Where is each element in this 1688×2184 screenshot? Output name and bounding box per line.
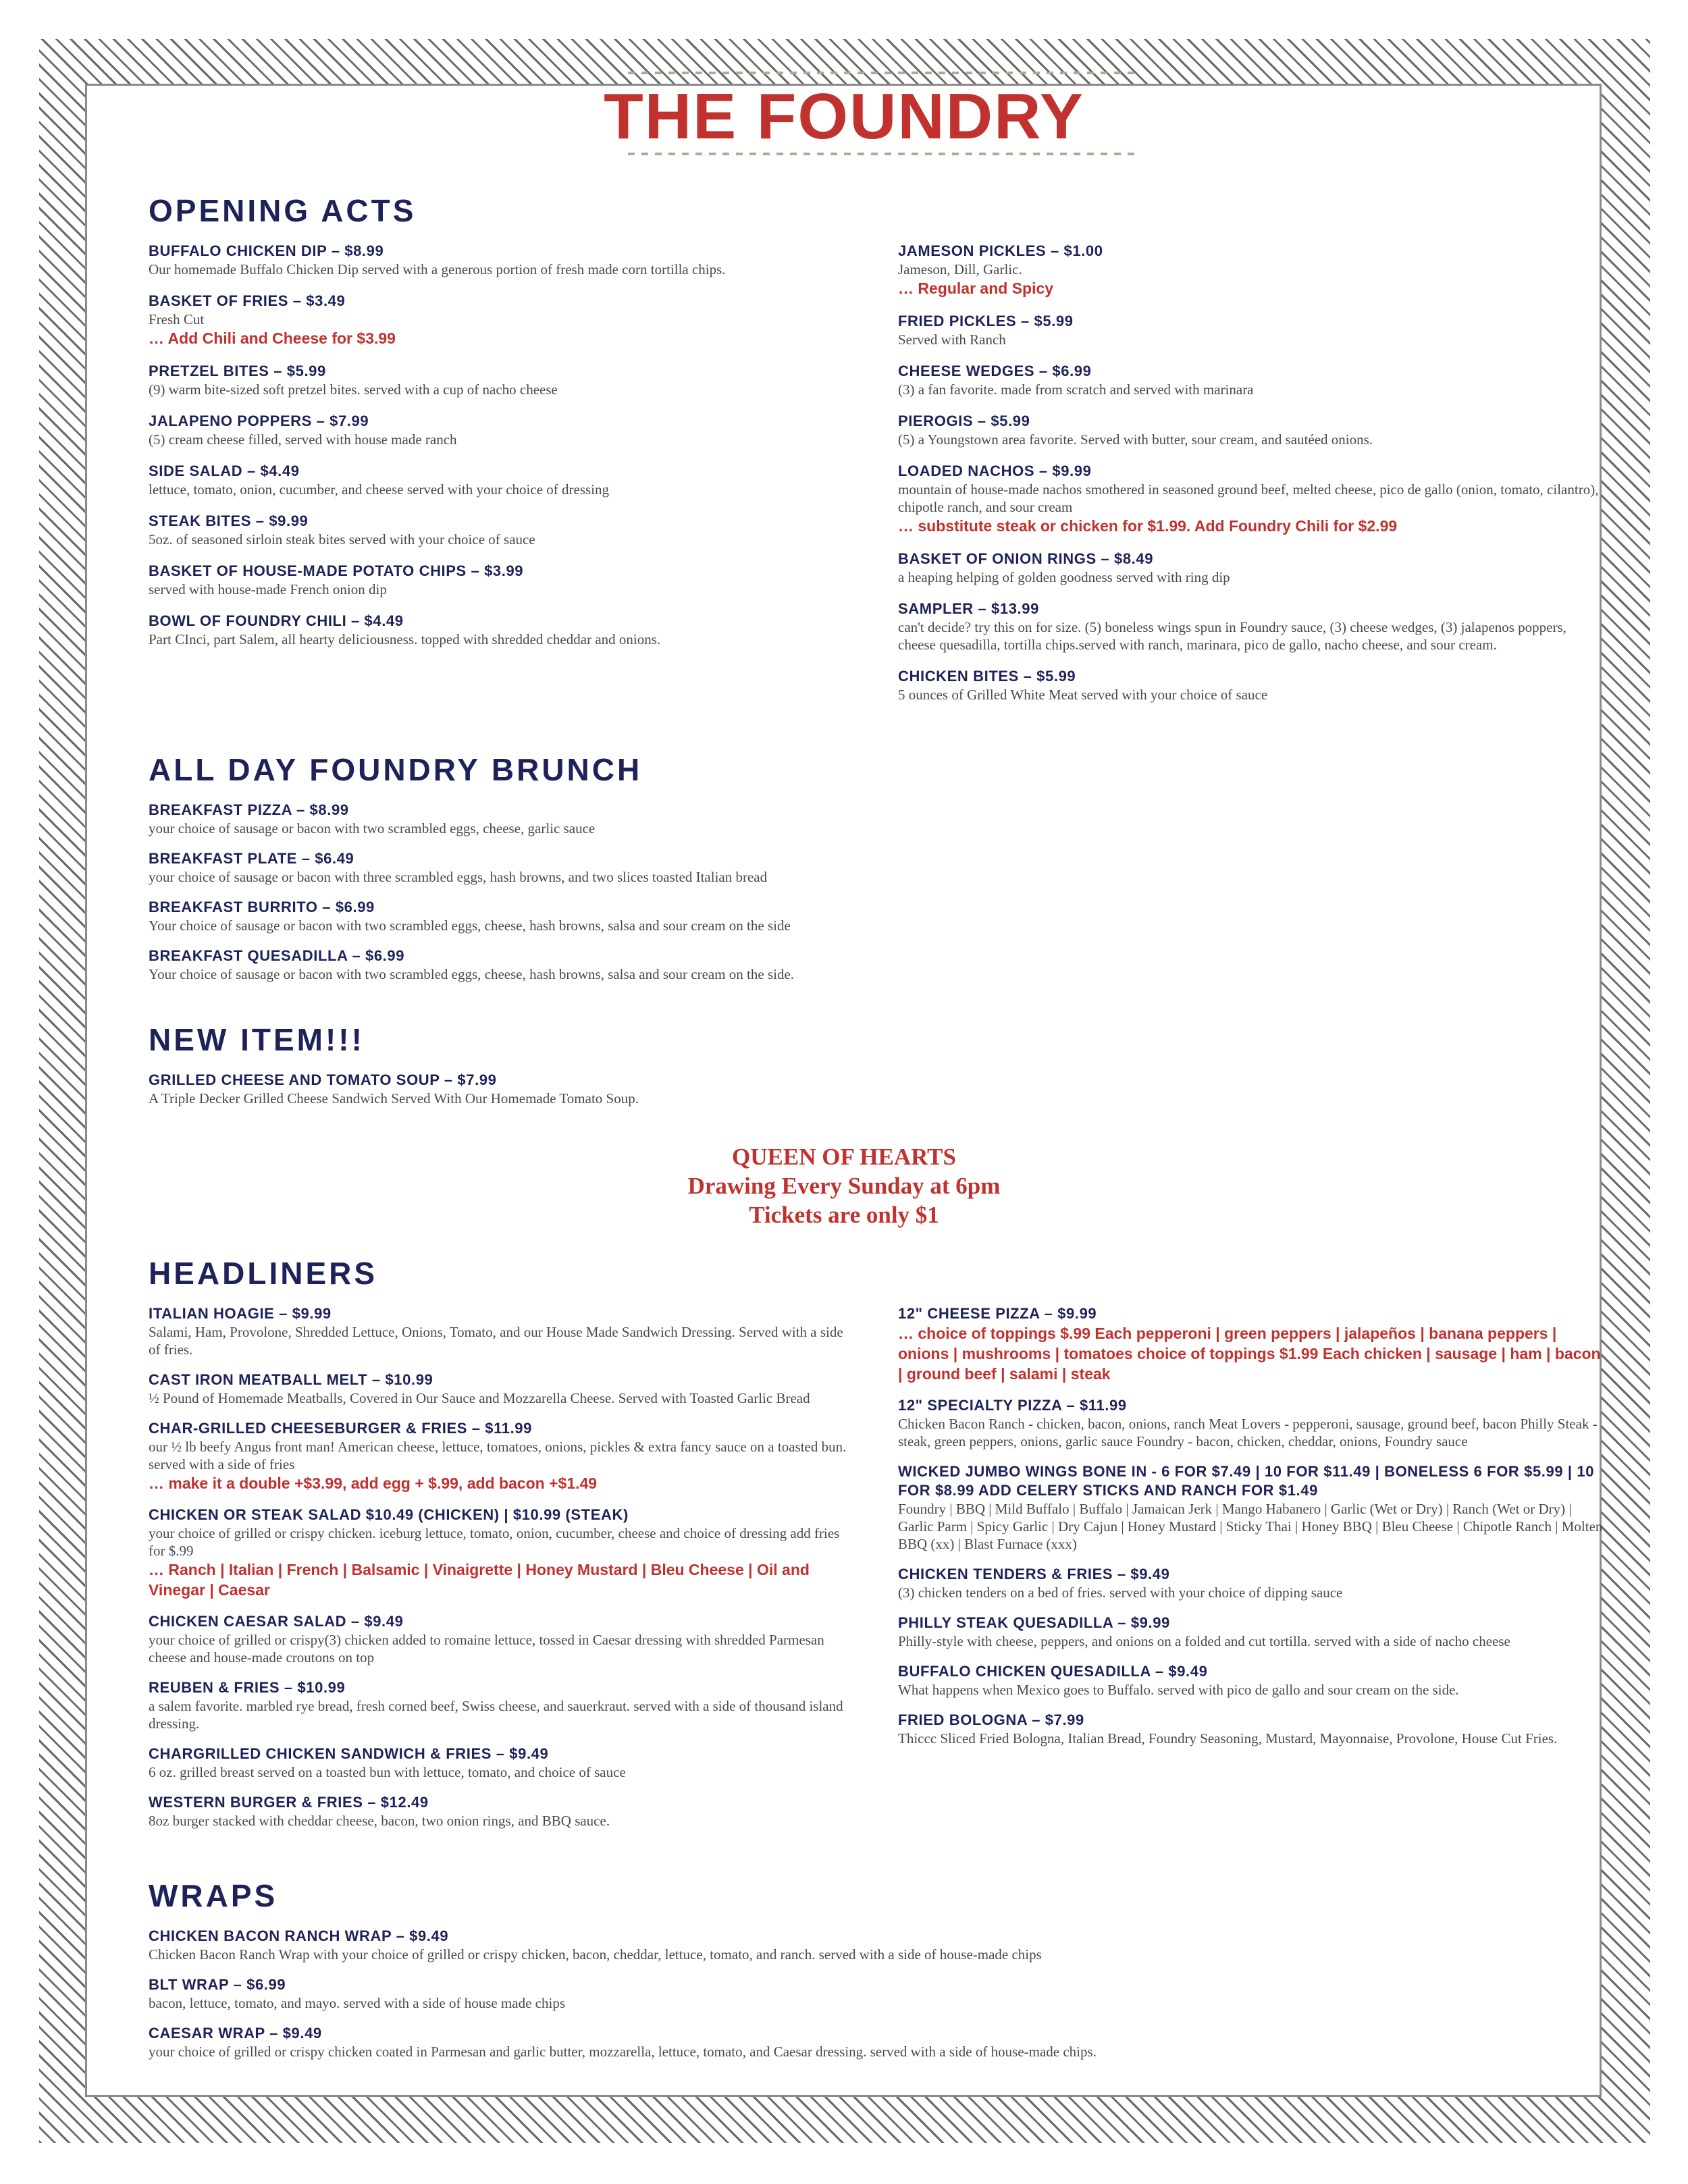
menu-item-addon: … Regular and Spicy bbox=[898, 279, 1054, 297]
menu-item bbox=[149, 1793, 851, 1830]
menu-item-description: Part CInci, part Salem, all hearty deliciousness. topped with shredded cheddar and onions. bbox=[149, 631, 661, 647]
menu-item-name: SAMPLER – $13.99 bbox=[898, 600, 1039, 617]
menu-item-description: (9) warm bite-sized soft pretzel bites. served with a cup of nacho cheese bbox=[149, 381, 558, 398]
menu-item-description: (5) cream cheese filled, served with house made ranch bbox=[149, 431, 457, 448]
menu-item-description: (3) a fan favorite. made from scratch and served with marinara bbox=[898, 381, 1254, 398]
menu-item bbox=[149, 1975, 1499, 2012]
menu-item-name: BREAKFAST BURRITO – $6.99 bbox=[149, 899, 375, 915]
menu-item-name: BASKET OF HOUSE-MADE POTATO CHIPS – $3.99 bbox=[149, 562, 524, 579]
opening-acts-left-column bbox=[149, 242, 824, 648]
menu-item bbox=[149, 2024, 1499, 2060]
menu-item-name: CHEESE WEDGES – $6.99 bbox=[898, 363, 1092, 379]
menu-item-description: a salem favorite. marbled rye bread, fresh corned beef, Swiss cheese, and sauerkraut. served with a side of thousand island dressing. bbox=[149, 1698, 843, 1732]
menu-item bbox=[898, 412, 1607, 448]
menu-item-description: What happens when Mexico goes to Buffalo. served with pico de gallo and sour cream on the side. bbox=[898, 1682, 1459, 1698]
menu-item-description: Salami, Ham, Provolone, Shredded Lettuce, Onions, Tomato, and our House Made Sandwich Dressing. Served with a side of fries. bbox=[149, 1324, 843, 1358]
menu-item-name: LOADED NACHOS – $9.99 bbox=[898, 462, 1092, 479]
menu-item bbox=[149, 412, 824, 448]
menu-item-name: ITALIAN HOAGIE – $9.99 bbox=[149, 1305, 332, 1322]
section-heading: HEADLINERS bbox=[149, 1256, 378, 1291]
menu-item-description: Jameson, Dill, Garlic. bbox=[898, 261, 1022, 277]
section-heading: NEW ITEM!!! bbox=[149, 1022, 365, 1057]
menu-item bbox=[149, 1071, 1161, 1107]
menu-item-name: BOWL OF FOUNDRY CHILI – $4.49 bbox=[149, 612, 404, 629]
menu-item-name: CHICKEN OR STEAK SALAD $10.49 (CHICKEN) | $10.99 (STEAK) bbox=[149, 1506, 629, 1523]
restaurant-title: THE FOUNDRY bbox=[604, 80, 1084, 153]
menu-item-description: 8oz burger stacked with cheddar cheese, bacon, two onion rings, and BBQ sauce. bbox=[149, 1813, 610, 1829]
menu-item bbox=[898, 1662, 1607, 1699]
menu-item-name: BREAKFAST QUESADILLA – $6.99 bbox=[149, 947, 405, 964]
menu-item-name: FRIED BOLOGNA – $7.99 bbox=[898, 1711, 1084, 1728]
menu-item-name: REUBEN & FRIES – $10.99 bbox=[149, 1679, 346, 1696]
menu-item bbox=[149, 1744, 851, 1781]
menu-item-description: your choice of grilled or crispy chicken coated in Parmesan and garlic butter, mozzarella, lettuce, tomato, and Caesar dressing. served with a side of house-made chips. bbox=[149, 2044, 1097, 2060]
menu-item bbox=[898, 1304, 1607, 1384]
menu-item bbox=[898, 242, 1607, 298]
wraps-column bbox=[149, 1927, 1499, 2060]
menu-item-description: our ½ lb beefy Angus front man! American cheese, lettuce, tomatoes, onions, pickles & extra fancy sauce on a toasted bun. served with a side of fries bbox=[149, 1439, 847, 1472]
section-brunch bbox=[149, 751, 642, 789]
menu-item-addon: … make it a double +$3.99, add egg + $.99, add bacon +$1.49 bbox=[149, 1474, 598, 1492]
menu-item-description: A Triple Decker Grilled Cheese Sandwich Served With Our Homemade Tomato Soup. bbox=[149, 1090, 639, 1107]
menu-item bbox=[149, 849, 1161, 886]
menu-item-description: Your choice of sausage or bacon with two scrambled eggs, cheese, hash browns, salsa and sour cream on the side. bbox=[149, 966, 795, 982]
menu-item-name: 12" SPECIALTY PIZZA – $11.99 bbox=[898, 1397, 1127, 1414]
menu-item bbox=[898, 312, 1607, 348]
menu-item-name: CAST IRON MEATBALL MELT – $10.99 bbox=[149, 1371, 433, 1388]
section-heading: WRAPS bbox=[149, 1878, 278, 1913]
menu-item bbox=[898, 550, 1607, 586]
menu-item bbox=[149, 1419, 851, 1493]
menu-item bbox=[898, 1565, 1607, 1601]
menu-item-description: Chicken Bacon Ranch Wrap with your choice of grilled or crispy chicken, bacon, cheddar, lettuce, tomato, and ranch. served with a side of house-made chips bbox=[149, 1946, 1042, 1963]
menu-item bbox=[898, 667, 1607, 703]
menu-item-description: Philly-style with cheese, peppers, and onions on a folded and cut tortilla. served with a side of nacho cheese bbox=[898, 1633, 1510, 1649]
menu-item-name: CHICKEN CAESAR SALAD – $9.49 bbox=[149, 1613, 404, 1630]
menu-item-name: WESTERN BURGER & FRIES – $12.49 bbox=[149, 1794, 429, 1811]
menu-item-name: FRIED PICKLES – $5.99 bbox=[898, 313, 1074, 329]
menu-item-description: 6 oz. grilled breast served on a toasted bun with lettuce, tomato, and choice of sauce bbox=[149, 1764, 626, 1780]
menu-item bbox=[898, 1396, 1607, 1450]
menu-item-name: CHICKEN BACON RANCH WRAP – $9.49 bbox=[149, 1927, 449, 1944]
title-divider-bottom bbox=[628, 153, 1141, 155]
menu-item bbox=[149, 947, 1161, 983]
menu-item-description: 5 ounces of Grilled White Meat served with your choice of sauce bbox=[898, 687, 1268, 703]
section-headliners bbox=[149, 1254, 377, 1292]
menu-item bbox=[149, 562, 824, 598]
menu-item-name: BUFFALO CHICKEN DIP – $8.99 bbox=[149, 242, 384, 259]
menu-item-description: (3) chicken tenders on a bed of fries. served with your choice of dipping sauce bbox=[898, 1584, 1343, 1601]
section-heading: ALL DAY FOUNDRY BRUNCH bbox=[149, 752, 643, 787]
menu-item-description: Foundry | BBQ | Mild Buffalo | Buffalo | Jamaican Jerk | Mango Habanero | Garlic (Wet or Dry) | Ranch (Wet or Dry) | Garlic Parm | Spicy Garlic | Dry Cajun | Honey Mustard | Sticky Thai | Honey BBQ | Bleu Cheese | Chipotle Ranch | Molten BBQ (xx) | Blast Furnace (xxx) bbox=[898, 1501, 1603, 1552]
section-new-item bbox=[149, 1021, 365, 1059]
menu-item-description: ½ Pound of Homemade Meatballs, Covered in Our Sauce and Mozzarella Cheese. Served with Toasted Garlic Bread bbox=[149, 1390, 810, 1406]
menu-item-name: BASKET OF ONION RINGS – $8.49 bbox=[898, 550, 1154, 567]
menu-item bbox=[149, 1927, 1499, 1963]
menu-item-description: your choice of grilled or crispy chicken. iceburg lettuce, tomato, onion, cucumber, cheese and choice of dressing add fries for $.99 bbox=[149, 1525, 840, 1559]
menu-item bbox=[898, 1614, 1607, 1650]
menu-item bbox=[149, 242, 824, 278]
menu-item-description: your choice of sausage or bacon with three scrambled eggs, hash browns, and two slices toasted Italian bread bbox=[149, 869, 768, 885]
menu-item bbox=[898, 362, 1607, 398]
menu-item bbox=[149, 362, 824, 398]
menu-item-name: JAMESON PICKLES – $1.00 bbox=[898, 242, 1103, 259]
announcement-line-3: Tickets are only $1 bbox=[749, 1202, 939, 1228]
menu-item bbox=[149, 898, 1161, 934]
menu-item bbox=[149, 292, 824, 348]
menu-item bbox=[149, 1370, 851, 1407]
menu-item bbox=[149, 1678, 851, 1732]
menu-item-description: Served with Ranch bbox=[898, 331, 1006, 348]
menu-item bbox=[149, 801, 1161, 837]
menu-item-description: mountain of house-made nachos smothered in seasoned ground beef, melted cheese, pico de gallo (onion, tomato, cilantro), chipotle ranch, and sour cream bbox=[898, 481, 1599, 515]
menu-item-description: (5) a Youngstown area favorite. Served with butter, sour cream, and sautéed onions. bbox=[898, 431, 1373, 448]
section-opening-acts bbox=[149, 192, 416, 230]
menu-item-addon: … substitute steak or chicken for $1.99. Add Foundry Chili for $2.99 bbox=[898, 517, 1398, 535]
menu-item-description: lettuce, tomato, onion, cucumber, and cheese served with your choice of dressing bbox=[149, 481, 610, 498]
section-heading: OPENING ACTS bbox=[149, 193, 417, 228]
menu-item bbox=[898, 1711, 1607, 1747]
menu-item bbox=[149, 612, 824, 648]
menu-item-description: your choice of grilled or crispy(3) chicken added to romaine lettuce, tossed in Caesar dressing with shredded Parmesan cheese and house-made croutons on top bbox=[149, 1632, 824, 1666]
menu-item-name: BASKET OF FRIES – $3.49 bbox=[149, 292, 346, 309]
menu-item-addon: … Add Chili and Cheese for $3.99 bbox=[149, 329, 396, 347]
menu-item-name: BUFFALO CHICKEN QUESADILLA – $9.49 bbox=[898, 1663, 1208, 1680]
menu-item-name: BREAKFAST PLATE – $6.49 bbox=[149, 850, 354, 867]
brunch-column bbox=[149, 801, 1161, 983]
menu-item-name: STEAK BITES – $9.99 bbox=[149, 512, 309, 529]
menu-item-name: PRETZEL BITES – $5.99 bbox=[149, 363, 326, 379]
menu-item-description: Thiccc Sliced Fried Bologna, Italian Bread, Foundry Seasoning, Mustard, Mayonnaise, Provolone, House Cut Fries. bbox=[898, 1730, 1558, 1747]
menu-item bbox=[149, 512, 824, 548]
menu-item-name: BREAKFAST PIZZA – $8.99 bbox=[149, 801, 349, 818]
announcement-line-2: Drawing Every Sunday at 6pm bbox=[687, 1173, 1001, 1199]
menu-item bbox=[149, 462, 824, 498]
menu-item-name: JALAPENO POPPERS – $7.99 bbox=[149, 412, 369, 429]
menu-item bbox=[149, 1506, 851, 1600]
new-item-column bbox=[149, 1071, 1161, 1107]
menu-item bbox=[149, 1304, 851, 1358]
menu-item bbox=[149, 1612, 851, 1666]
menu-item-description: 5oz. of seasoned sirloin steak bites served with your choice of sauce bbox=[149, 531, 535, 548]
section-wraps bbox=[149, 1877, 278, 1915]
menu-item-description: bacon, lettuce, tomato, and mayo. served with a side of house made chips bbox=[149, 1995, 565, 2011]
menu-item-description: can't decide? try this on for size. (5) boneless wings spun in Foundry sauce, (3) cheese wedges, (3) jalapenos poppers, cheese quesadilla, tortilla chips.served with ranch, marinara, pico de gallo, nacho cheese, and sour cream. bbox=[898, 619, 1566, 653]
menu-item-name: CHAR-GRILLED CHEESEBURGER & FRIES – $11.99 bbox=[149, 1420, 532, 1437]
menu-item bbox=[898, 462, 1607, 536]
headliners-left-column bbox=[149, 1304, 851, 1830]
menu-item-name: BLT WRAP – $6.99 bbox=[149, 1976, 286, 1993]
announcement-line-1: QUEEN OF HEARTS bbox=[732, 1144, 956, 1170]
opening-acts-right-column bbox=[898, 242, 1607, 703]
queen-of-hearts-announcement bbox=[0, 1142, 1688, 1229]
menu-item-name: SIDE SALAD – $4.49 bbox=[149, 462, 300, 479]
menu-item-addon: … choice of toppings $.99 Each pepperoni | green peppers | jalapeños | banana peppers | onions | mushrooms | tomatoes choice of toppings $1.99 Each chicken | sausage | ham | bacon | ground beef | salami | steak bbox=[898, 1325, 1601, 1383]
title-divider-top bbox=[628, 72, 1141, 74]
menu-item-name: CHARGRILLED CHICKEN SANDWICH & FRIES – $9.49 bbox=[149, 1745, 549, 1762]
menu-item-description: your choice of sausage or bacon with two scrambled eggs, cheese, garlic sauce bbox=[149, 820, 596, 836]
menu-item-name: 12" CHEESE PIZZA – $9.99 bbox=[898, 1305, 1097, 1322]
menu-item-name: CHICKEN TENDERS & FRIES – $9.49 bbox=[898, 1566, 1170, 1582]
menu-item-addon: … Ranch | Italian | French | Balsamic | Vinaigrette | Honey Mustard | Bleu Cheese | Oil and Vinegar | Caesar bbox=[149, 1561, 810, 1599]
menu-item-description: Fresh Cut bbox=[149, 311, 205, 327]
menu-item-description: Our homemade Buffalo Chicken Dip served with a generous portion of fresh made corn tortilla chips. bbox=[149, 261, 726, 277]
menu-item-description: served with house-made French onion dip bbox=[149, 581, 387, 597]
menu-item-name: CHICKEN BITES – $5.99 bbox=[898, 668, 1076, 685]
menu-item-name: PHILLY STEAK QUESADILLA – $9.99 bbox=[898, 1614, 1170, 1631]
menu-item-name: GRILLED CHEESE AND TOMATO SOUP – $7.99 bbox=[149, 1071, 497, 1088]
menu-item-description: Your choice of sausage or bacon with two scrambled eggs, cheese, hash browns, salsa and sour cream on the side bbox=[149, 917, 791, 934]
menu-item-description: Chicken Bacon Ranch - chicken, bacon, onions, ranch Meat Lovers - pepperoni, sausage, ground beef, bacon Philly Steak - steak, green peppers, onions, garlic sauce Foundry - bacon, chicken, cheddar, onions, Foundry sauce bbox=[898, 1416, 1598, 1449]
menu-item-name: WICKED JUMBO WINGS BONE IN - 6 FOR $7.49 | 10 FOR $11.49 | BONELESS 6 FOR $5.99 | 10 FOR $8.99 ADD CELERY STICKS AND RANCH FOR $1.49 bbox=[898, 1463, 1595, 1499]
headliners-right-column bbox=[898, 1304, 1607, 1747]
menu-item-description: a heaping helping of golden goodness served with ring dip bbox=[898, 569, 1230, 585]
menu-item bbox=[898, 600, 1607, 654]
menu-item bbox=[898, 1462, 1607, 1553]
menu-item-name: CAESAR WRAP – $9.49 bbox=[149, 2025, 322, 2042]
menu-item-name: PIEROGIS – $5.99 bbox=[898, 412, 1030, 429]
